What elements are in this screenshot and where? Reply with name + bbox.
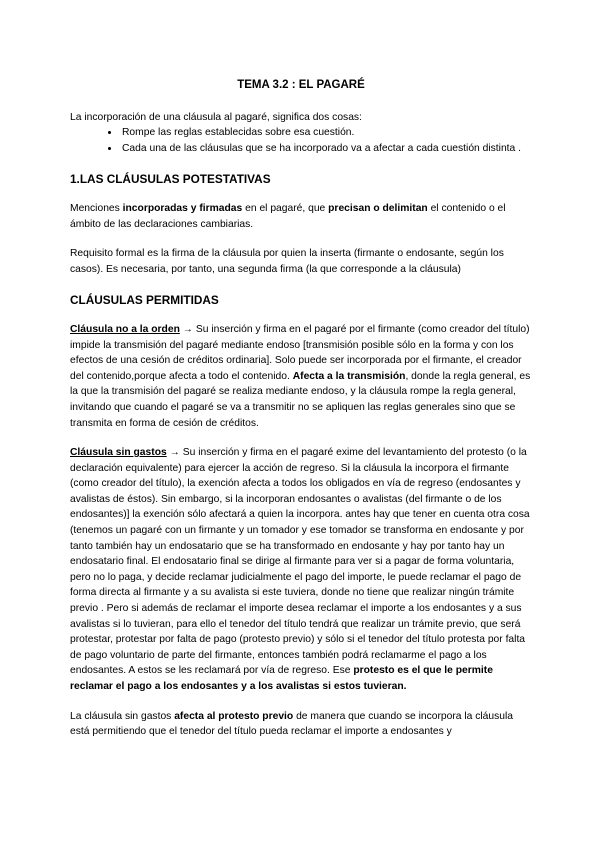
clause-name-sin-gastos: Cláusula sin gastos xyxy=(70,447,167,459)
paragraph-afecta-protesto-previo xyxy=(70,709,532,740)
paragraph-intro: La incorporación de una cláusula al pagaré, significa dos cosas: xyxy=(70,111,362,123)
text-run-bold: Afecta a la transmisión xyxy=(292,370,406,382)
paragraph-requisito-formal: Requisito formal es la firma de la cláusula por quien la inserta (firmante o endosante, según los casos). Es necesaria, por tanto, una segunda firma (la que corresponde a la cláusula) xyxy=(70,248,504,275)
clause-name-no-a-la-orden: Cláusula no a la orden xyxy=(70,323,180,335)
paragraph-menciones xyxy=(70,201,532,232)
text-run: de manera que cuando se incorpora la cláusula está permitiendo que el tenedor del título pueda reclamar el importe a endosantes y xyxy=(70,710,514,738)
text-run: el contenido o el ámbito de las declaraciones cambiarias. xyxy=(70,202,506,230)
text-run: , donde la regla general, es la que la transmisión del pagaré se realiza mediante endoso, y la cláusula rompe la regla general, invitando que cuando el pagaré se va a transmitir no se apliquen las reglas generales sino que se transmita en forma de cesión de créditos. xyxy=(70,370,531,429)
text-run-bold: protesto es el que le permite reclamar el pago a los endosantes y a los avalistas si estos tuvieran. xyxy=(70,665,493,692)
text-run: → Su inserción y firma en el pagaré por el firmante (como creador del título) impide la transmisión del pagaré mediante endoso [transmisión posible sólo en la forma y con los efectos de una cesión de créditos ordinaria]. Solo puede ser incorporada por el firmante, el creador del contenido,porque afecta a todo el contenido. xyxy=(70,323,530,382)
text-run-bold: afecta al protesto previo xyxy=(174,710,294,722)
paragraph-clausula-sin-gastos xyxy=(70,445,532,695)
text-run: → Su inserción y firma en el pagaré exime del levantamiento del protesto (o la declaración equivalente) para ejercer la acción de regreso. Si la cláusula la incorpora el firmante (como creador del título), la exención afecta a todos los obligados en vía de regreso (endosantes y avalistas de éstos). Sin embargo, si la incorporan endosantes o avalistas (del firmante o de los endosantes)] la exención sólo afectará a quien la incorpora. antes hay que tener en cuenta otra cosa (tenemos un pagaré con un firmante y un tomador y ese tomador se transforma en endosante y por tanto también hay un endosatario que se ha transformado en endosante y hay por tanto hay un endosatario final. El endosatario final se dirige al firmante para ver si a pagar de forma voluntaria, pero no lo paga, y decide reclamar judicialmente el pago del importe, le puede reclamar el pago de forma directa al firmante y a su avalista si este tuviera, donde no tiene que realizar ningún trámite previo . Pero si además de reclamar el importe desea reclamar el importe a los endosantes y a sus avalistas si lo tuvieran, para ello el tenedor del título tendrá que realizar un trámite previo, que será protestar, protestar por falta de pago (protesto previo) y sólo si el tenedor del título protesta por falta de pago voluntario de parte del firmante, entonces también podrá reclamarme el pago a los endosantes. A estos se les reclamará por vía de regreso. Ese xyxy=(70,447,530,677)
document-title: TEMA 3.2 : EL PAGARÉ xyxy=(237,79,365,91)
text-run-bold: incorporadas y firmadas xyxy=(122,202,243,214)
section-heading-clausulas-permitidas: CLÁUSULAS PERMITIDAS xyxy=(70,293,219,308)
intro-bullet-list xyxy=(70,125,532,156)
text-run: La cláusula sin gastos xyxy=(70,710,175,722)
bullet-item: • Rompe las reglas establecidas sobre esa cuestión. xyxy=(120,125,532,141)
text-run: Menciones xyxy=(70,202,123,214)
paragraph-clausula-no-a-la-orden xyxy=(70,322,532,431)
text-run-bold: precisan o delimitan xyxy=(328,202,428,214)
text-run: en el pagaré, que xyxy=(242,202,329,214)
bullet-item: • Cada una de las cláusulas que se ha incorporado va a afectar a cada cuestión distinta . xyxy=(120,141,532,157)
section-heading-clausulas-potestativas: 1.LAS CLÁUSULAS POTESTATIVAS xyxy=(70,172,271,187)
